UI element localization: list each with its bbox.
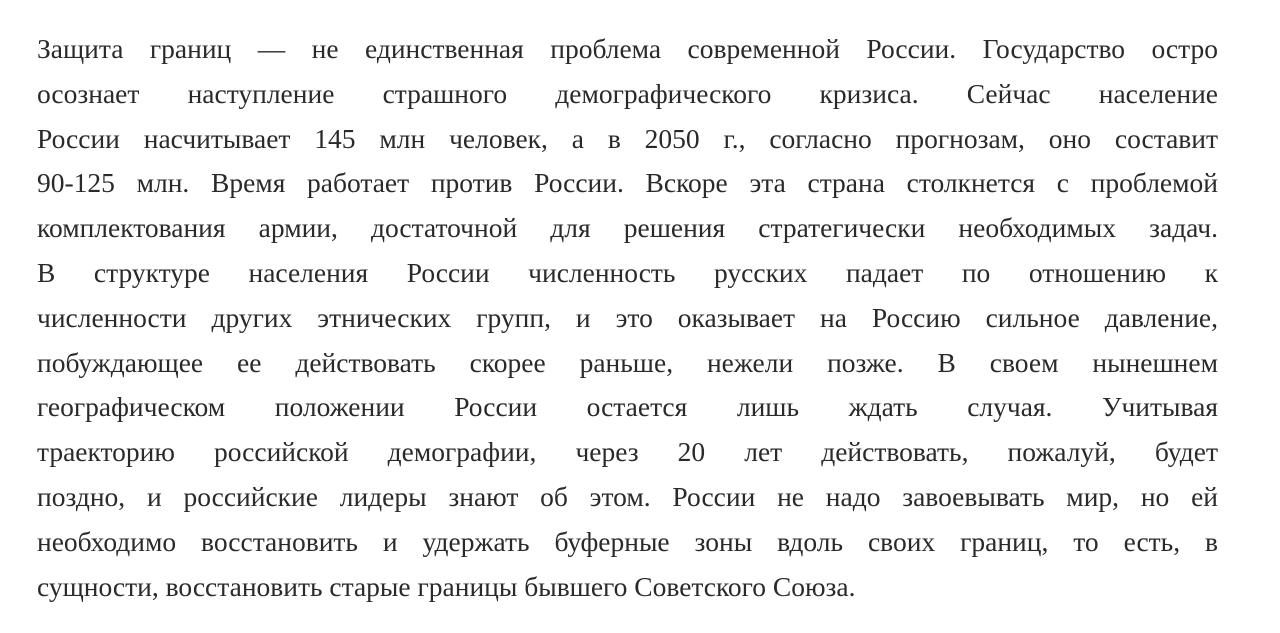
text-line: В структуре населения России численность русских падает по отношению к — [37, 256, 1218, 288]
text-line: комплектования армии, достаточной для решения стратегически необходимых задач. — [37, 212, 1218, 244]
text-line: поздно, и российские лидеры знают об этом. России не надо завоевывать мир, но ей — [37, 480, 1218, 512]
text-line: осознает наступление страшного демографического кризиса. Сейчас население — [37, 77, 1218, 109]
text-line: необходимо восстановить и удержать буферные зоны вдоль своих границ, то есть, в — [37, 525, 1218, 557]
text-line: географическом положении России остается лишь ждать случая. Учитывая — [37, 391, 1218, 423]
text-line: численности других этнических групп, и это оказывает на Россию сильное давление, — [37, 301, 1218, 333]
text-line: России насчитывает 145 млн человек, а в 2050 г., согласно прогнозам, оно составит — [37, 122, 1218, 154]
text-line: траекторию российской демографии, через 20 лет действовать, пожалуй, будет — [37, 436, 1218, 468]
text-line: побуждающее ее действовать скорее раньше, нежели позже. В своем нынешнем — [37, 346, 1218, 378]
text-line: 90-125 млн. Время работает против России. Вскоре эта страна столкнется с проблемой — [37, 167, 1218, 199]
text-line: сущности, восстановить старые границы бывшего Советского Союза. — [37, 570, 856, 602]
text-line: Защита границ — не единственная проблема современной России. Государство остро — [37, 33, 1218, 64]
document-paragraph — [37, 27, 1218, 609]
